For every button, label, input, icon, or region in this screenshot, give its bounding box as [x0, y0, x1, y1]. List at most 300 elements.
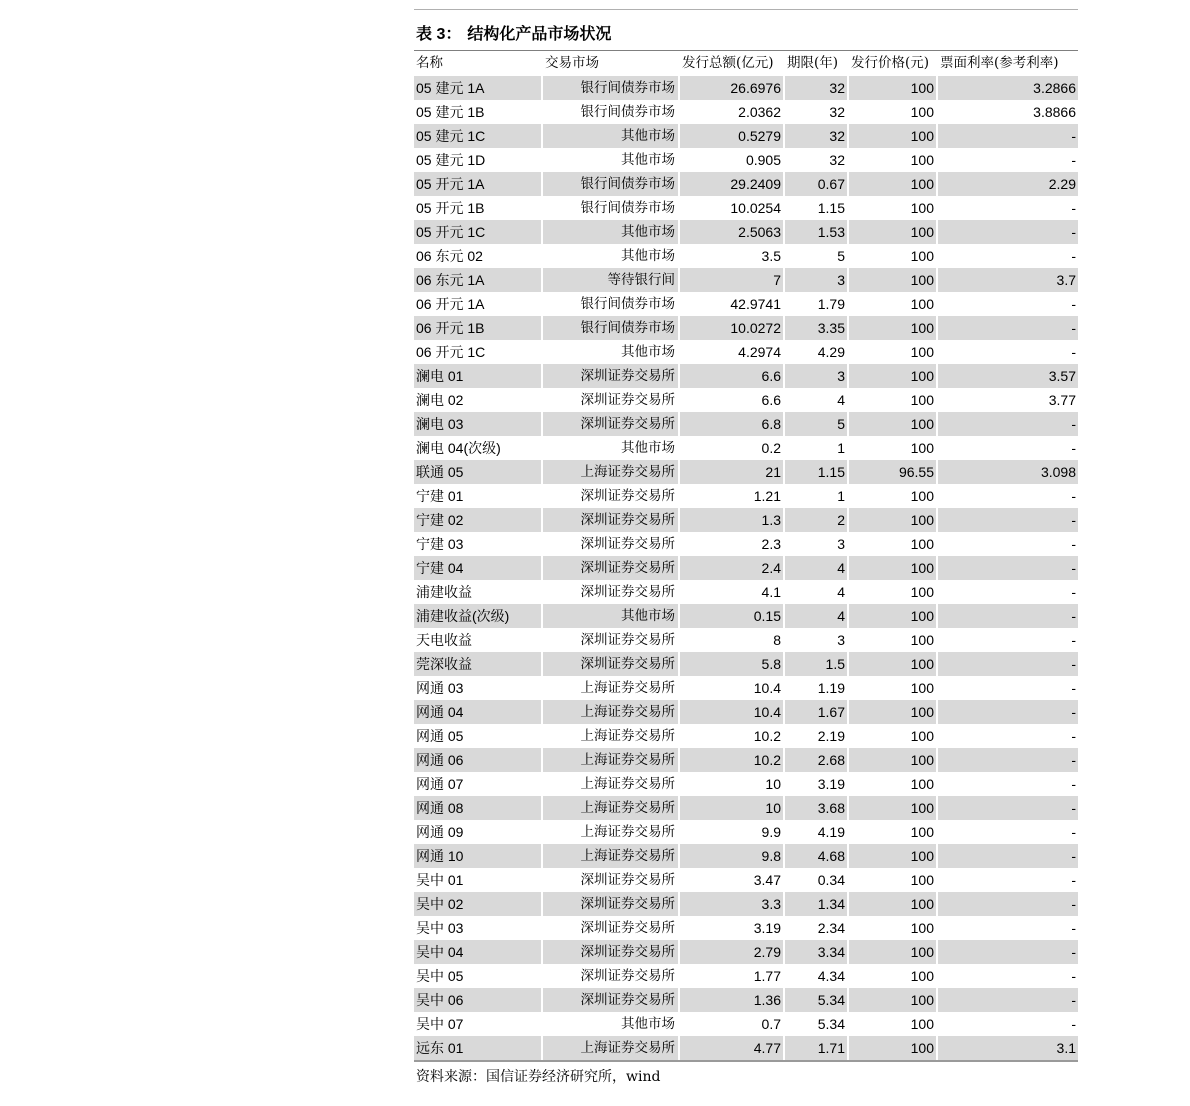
cell-rate: - [938, 988, 1078, 1012]
cell-rate: - [1071, 728, 1076, 744]
cell-market: 银行间债券市场 [543, 196, 680, 220]
cell-market: 其他市场 [543, 124, 680, 148]
cell-amount: 2.4 [680, 556, 785, 580]
cell-amount: 10.2 [680, 724, 785, 748]
cell-price: 100 [849, 244, 938, 268]
cell-rate: - [938, 508, 1078, 532]
cell-price: 100 [849, 484, 938, 508]
cell-term: 4.29 [785, 340, 849, 364]
cell-market: 银行间债券市场 [543, 172, 680, 196]
cell-term: 4.34 [785, 964, 849, 988]
cell-term: 5.34 [785, 988, 849, 1012]
cell-amount: 2.3 [680, 532, 785, 556]
cell-rate: - [938, 700, 1078, 724]
cell-market: 银行间债券市场 [543, 76, 680, 100]
cell-name: 宁建 03 [414, 532, 543, 556]
cell-name: 宁建 02 [414, 508, 543, 532]
cell-market: 其他市场 [543, 244, 680, 268]
cell-term: 4.68 [785, 844, 849, 868]
cell-rate: - [1071, 872, 1076, 888]
table-row [414, 868, 1078, 892]
table-row [414, 532, 1078, 556]
cell-market: 上海证券交易所 [543, 460, 680, 484]
cell-amount: 0.2 [680, 436, 785, 460]
cell-name: 澜电 04(次级) [414, 436, 543, 460]
cell-rate: - [1071, 776, 1076, 792]
cell-market: 深圳证券交易所 [543, 412, 680, 436]
cell-market: 其他市场 [543, 148, 680, 172]
cell-rate: - [1071, 824, 1076, 840]
cell-market: 深圳证券交易所 [543, 580, 680, 604]
cell-term: 2.19 [785, 724, 849, 748]
table-row [414, 508, 1078, 532]
cell-term: 0.34 [785, 868, 849, 892]
table-row [414, 340, 1078, 364]
cell-rate: - [1071, 632, 1076, 648]
table-row [414, 484, 1078, 508]
table-row [414, 796, 1078, 820]
cell-rate: - [938, 844, 1078, 868]
cell-market: 深圳证券交易所 [543, 940, 680, 964]
cell-name: 05 开元 1B [414, 196, 543, 220]
cell-name: 吴中 02 [414, 892, 543, 916]
cell-rate: - [938, 652, 1078, 676]
cell-market: 银行间债券市场 [543, 316, 680, 340]
cell-market: 深圳证券交易所 [543, 988, 680, 1012]
cell-amount: 1.77 [680, 964, 785, 988]
cell-amount: 10.4 [680, 676, 785, 700]
cell-term: 4 [785, 580, 849, 604]
cell-term: 32 [785, 124, 849, 148]
header-term: 期限(年) [785, 51, 849, 76]
table-row [414, 100, 1078, 124]
cell-market: 深圳证券交易所 [543, 388, 680, 412]
cell-price: 100 [849, 76, 938, 100]
cell-price: 100 [849, 964, 938, 988]
cell-name: 远东 01 [414, 1036, 543, 1060]
cell-price: 100 [849, 796, 938, 820]
table-row [414, 172, 1078, 196]
cell-price: 100 [849, 604, 938, 628]
cell-amount: 10.4 [680, 700, 785, 724]
cell-name: 05 建元 1D [414, 148, 543, 172]
cell-term: 32 [785, 100, 849, 124]
cell-rate: 3.77 [1048, 392, 1076, 408]
cell-rate: - [938, 748, 1078, 772]
table-row [414, 196, 1078, 220]
cell-term: 3.34 [785, 940, 849, 964]
cell-term: 2 [785, 508, 849, 532]
table-title [416, 24, 611, 44]
table-row [414, 220, 1078, 244]
cell-market: 上海证券交易所 [543, 676, 680, 700]
table-row [414, 820, 1078, 844]
cell-price: 100 [849, 772, 938, 796]
table-row [414, 292, 1078, 316]
cell-market: 上海证券交易所 [543, 772, 680, 796]
cell-market: 其他市场 [543, 604, 680, 628]
cell-rate: - [1071, 200, 1076, 216]
cell-name: 05 建元 1A [414, 76, 543, 100]
table-row [414, 700, 1078, 724]
cell-name: 05 建元 1B [414, 100, 543, 124]
header-market: 交易市场 [543, 51, 680, 76]
cell-rate: - [1071, 584, 1076, 600]
cell-rate: - [1071, 1016, 1076, 1032]
cell-name: 宁建 04 [414, 556, 543, 580]
table-row [414, 556, 1078, 580]
header-rate: 票面利率(参考利率) [940, 55, 1059, 71]
table-row [414, 916, 1078, 940]
table-row [414, 676, 1078, 700]
cell-rate: - [938, 316, 1078, 340]
cell-price: 100 [849, 412, 938, 436]
table-row [414, 316, 1078, 340]
cell-rate: 3.2866 [938, 76, 1078, 100]
cell-market: 深圳证券交易所 [543, 556, 680, 580]
table-row [414, 76, 1078, 100]
cell-price: 100 [849, 388, 938, 412]
cell-rate: 2.29 [938, 172, 1078, 196]
cell-name: 06 开元 1B [414, 316, 543, 340]
cell-amount: 2.0362 [680, 100, 785, 124]
cell-amount: 7 [680, 268, 785, 292]
cell-price: 100 [849, 724, 938, 748]
cell-price: 100 [849, 268, 938, 292]
cell-price: 100 [849, 172, 938, 196]
cell-term: 1.19 [785, 676, 849, 700]
cell-term: 5 [785, 244, 849, 268]
cell-rate: - [938, 412, 1078, 436]
cell-price: 100 [849, 220, 938, 244]
table-row [414, 604, 1078, 628]
cell-term: 3 [785, 268, 849, 292]
cell-rate: - [1071, 488, 1076, 504]
table-row [414, 964, 1078, 988]
cell-market: 其他市场 [543, 436, 680, 460]
cell-price: 100 [849, 700, 938, 724]
cell-price: 100 [849, 124, 938, 148]
cell-market: 上海证券交易所 [543, 724, 680, 748]
cell-price: 100 [849, 580, 938, 604]
cell-amount: 5.8 [680, 652, 785, 676]
cell-market: 深圳证券交易所 [543, 484, 680, 508]
cell-market: 银行间债券市场 [543, 100, 680, 124]
cell-name: 澜电 01 [414, 364, 543, 388]
cell-rate: - [938, 556, 1078, 580]
cell-market: 深圳证券交易所 [543, 916, 680, 940]
table-row [414, 940, 1078, 964]
cell-amount: 8 [680, 628, 785, 652]
cell-name: 莞深收益 [414, 652, 543, 676]
cell-market: 其他市场 [543, 340, 680, 364]
cell-amount: 4.77 [680, 1036, 785, 1060]
cell-rate: - [938, 796, 1078, 820]
cell-amount: 10 [680, 772, 785, 796]
table-row [414, 772, 1078, 796]
cell-price: 100 [849, 868, 938, 892]
cell-name: 宁建 01 [414, 484, 543, 508]
table-row [414, 652, 1078, 676]
cell-term: 1.79 [785, 292, 849, 316]
cell-term: 4 [785, 604, 849, 628]
cell-price: 100 [849, 556, 938, 580]
cell-market: 深圳证券交易所 [543, 508, 680, 532]
cell-market: 深圳证券交易所 [543, 868, 680, 892]
table-row [414, 244, 1078, 268]
cell-amount: 42.9741 [680, 292, 785, 316]
cell-rate: 3.8866 [1033, 104, 1076, 120]
cell-price: 100 [849, 148, 938, 172]
cell-amount: 1.3 [680, 508, 785, 532]
header-price: 发行价格(元) [849, 51, 938, 76]
cell-name: 网通 05 [414, 724, 543, 748]
table-row [414, 364, 1078, 388]
cell-price: 100 [849, 748, 938, 772]
cell-amount: 10 [680, 796, 785, 820]
cell-market: 上海证券交易所 [543, 820, 680, 844]
cell-price: 100 [849, 292, 938, 316]
cell-amount: 6.6 [680, 364, 785, 388]
cell-rate: - [1071, 344, 1076, 360]
cell-amount: 9.8 [680, 844, 785, 868]
table-row [414, 892, 1078, 916]
cell-rate: - [938, 604, 1078, 628]
cell-amount: 4.1 [680, 580, 785, 604]
cell-price: 100 [849, 532, 938, 556]
cell-rate: - [938, 124, 1078, 148]
cell-market: 银行间债券市场 [543, 292, 680, 316]
cell-amount: 3.19 [680, 916, 785, 940]
cell-name: 网通 09 [414, 820, 543, 844]
table-row [414, 388, 1078, 412]
cell-name: 网通 03 [414, 676, 543, 700]
cell-market: 深圳证券交易所 [543, 532, 680, 556]
cell-amount: 1.36 [680, 988, 785, 1012]
cell-amount: 9.9 [680, 820, 785, 844]
cell-amount: 0.905 [680, 148, 785, 172]
cell-price: 100 [849, 916, 938, 940]
header-row [414, 51, 1078, 76]
cell-rate: - [938, 940, 1078, 964]
cell-price: 100 [849, 1036, 938, 1060]
cell-price: 100 [849, 844, 938, 868]
table-row [414, 748, 1078, 772]
structured-products-table [414, 50, 1078, 1062]
header-amount: 发行总额(亿元) [680, 51, 785, 76]
cell-price: 100 [849, 676, 938, 700]
cell-rate: - [1071, 920, 1076, 936]
cell-name: 网通 08 [414, 796, 543, 820]
cell-rate: - [1071, 248, 1076, 264]
cell-name: 天电收益 [414, 628, 543, 652]
cell-rate: - [938, 220, 1078, 244]
table-title-text: 结构化产品市场状况 [467, 24, 612, 43]
cell-name: 05 开元 1A [414, 172, 543, 196]
cell-price: 100 [849, 100, 938, 124]
table-row [414, 1036, 1078, 1060]
cell-rate: - [1071, 536, 1076, 552]
cell-name: 06 开元 1A [414, 292, 543, 316]
cell-price: 96.55 [849, 460, 938, 484]
cell-market: 上海证券交易所 [543, 844, 680, 868]
cell-term: 4 [785, 388, 849, 412]
cell-name: 吴中 06 [414, 988, 543, 1012]
cell-term: 3.19 [785, 772, 849, 796]
cell-term: 3.35 [785, 316, 849, 340]
cell-amount: 2.5063 [680, 220, 785, 244]
cell-name: 网通 10 [414, 844, 543, 868]
table-row [414, 436, 1078, 460]
cell-rate: - [1071, 152, 1076, 168]
cell-rate: 3.1 [938, 1036, 1078, 1060]
cell-amount: 6.6 [680, 388, 785, 412]
cell-term: 32 [785, 76, 849, 100]
cell-market: 深圳证券交易所 [543, 364, 680, 388]
cell-rate: 3.098 [938, 460, 1078, 484]
cell-name: 浦建收益(次级) [414, 604, 543, 628]
table-header [414, 51, 1078, 76]
cell-amount: 0.7 [680, 1012, 785, 1036]
cell-term: 0.67 [785, 172, 849, 196]
cell-rate: 3.57 [938, 364, 1078, 388]
cell-name: 06 东元 02 [414, 244, 543, 268]
cell-amount: 4.2974 [680, 340, 785, 364]
cell-price: 100 [849, 820, 938, 844]
cell-term: 2.34 [785, 916, 849, 940]
table-row [414, 988, 1078, 1012]
cell-market: 上海证券交易所 [543, 796, 680, 820]
table-row [414, 268, 1078, 292]
cell-rate: - [1071, 296, 1076, 312]
cell-market: 上海证券交易所 [543, 748, 680, 772]
cell-price: 100 [849, 940, 938, 964]
cell-rate: - [938, 892, 1078, 916]
cell-name: 吴中 04 [414, 940, 543, 964]
cell-price: 100 [849, 436, 938, 460]
cell-term: 3 [785, 532, 849, 556]
cell-name: 联通 05 [414, 460, 543, 484]
table-row [414, 148, 1078, 172]
table-row [414, 412, 1078, 436]
cell-amount: 0.5279 [680, 124, 785, 148]
cell-term: 1.67 [785, 700, 849, 724]
cell-name: 吴中 07 [414, 1012, 543, 1036]
table-row [414, 580, 1078, 604]
cell-amount: 3.47 [680, 868, 785, 892]
cell-market: 其他市场 [543, 220, 680, 244]
cell-term: 1 [785, 436, 849, 460]
cell-amount: 0.15 [680, 604, 785, 628]
cell-amount: 29.2409 [680, 172, 785, 196]
cell-term: 4.19 [785, 820, 849, 844]
cell-market: 等待银行间 [543, 268, 680, 292]
cell-name: 06 东元 1A [414, 268, 543, 292]
cell-amount: 1.21 [680, 484, 785, 508]
cell-name: 浦建收益 [414, 580, 543, 604]
cell-rate: - [1071, 968, 1076, 984]
cell-term: 32 [785, 148, 849, 172]
cell-name: 06 开元 1C [414, 340, 543, 364]
table-row [414, 124, 1078, 148]
cell-rate: - [1071, 680, 1076, 696]
cell-amount: 3.5 [680, 244, 785, 268]
cell-term: 5 [785, 412, 849, 436]
cell-term: 1.5 [785, 652, 849, 676]
cell-price: 100 [849, 340, 938, 364]
cell-price: 100 [849, 988, 938, 1012]
cell-amount: 21 [680, 460, 785, 484]
cell-name: 网通 06 [414, 748, 543, 772]
cell-name: 吴中 01 [414, 868, 543, 892]
cell-term: 1.71 [785, 1036, 849, 1060]
cell-price: 100 [849, 892, 938, 916]
cell-name: 网通 07 [414, 772, 543, 796]
cell-amount: 2.79 [680, 940, 785, 964]
cell-term: 1.15 [785, 196, 849, 220]
cell-amount: 10.2 [680, 748, 785, 772]
header-name: 名称 [414, 51, 543, 76]
cell-price: 100 [849, 196, 938, 220]
cell-price: 100 [849, 508, 938, 532]
table-row [414, 1012, 1078, 1036]
cell-market: 上海证券交易所 [543, 700, 680, 724]
cell-price: 100 [849, 652, 938, 676]
cell-name: 网通 04 [414, 700, 543, 724]
table-row [414, 628, 1078, 652]
cell-market: 深圳证券交易所 [543, 652, 680, 676]
table-row [414, 724, 1078, 748]
cell-name: 澜电 02 [414, 388, 543, 412]
cell-name: 吴中 03 [414, 916, 543, 940]
table-title-label: 表 3： [416, 26, 462, 43]
cell-price: 100 [849, 316, 938, 340]
document-page [414, 0, 1078, 1106]
cell-term: 2.68 [785, 748, 849, 772]
cell-price: 100 [849, 1012, 938, 1036]
cell-market: 深圳证券交易所 [543, 628, 680, 652]
cell-name: 吴中 05 [414, 964, 543, 988]
cell-name: 05 开元 1C [414, 220, 543, 244]
cell-term: 1 [785, 484, 849, 508]
cell-market: 其他市场 [543, 1012, 680, 1036]
cell-term: 1.53 [785, 220, 849, 244]
cell-term: 4 [785, 556, 849, 580]
cell-rate: - [1071, 440, 1076, 456]
cell-term: 3.68 [785, 796, 849, 820]
cell-amount: 10.0254 [680, 196, 785, 220]
cell-amount: 26.6976 [680, 76, 785, 100]
cell-name: 澜电 03 [414, 412, 543, 436]
cell-market: 上海证券交易所 [543, 1036, 680, 1060]
cell-rate: 3.7 [938, 268, 1078, 292]
top-rule [414, 9, 1078, 10]
cell-market: 深圳证券交易所 [543, 964, 680, 988]
table-row [414, 460, 1078, 484]
cell-term: 3 [785, 628, 849, 652]
table-body [414, 76, 1078, 1060]
cell-amount: 6.8 [680, 412, 785, 436]
cell-market: 深圳证券交易所 [543, 892, 680, 916]
cell-price: 100 [849, 628, 938, 652]
cell-term: 1.15 [785, 460, 849, 484]
cell-term: 1.34 [785, 892, 849, 916]
cell-price: 100 [849, 364, 938, 388]
cell-name: 05 建元 1C [414, 124, 543, 148]
cell-amount: 3.3 [680, 892, 785, 916]
cell-amount: 10.0272 [680, 316, 785, 340]
cell-term: 5.34 [785, 1012, 849, 1036]
